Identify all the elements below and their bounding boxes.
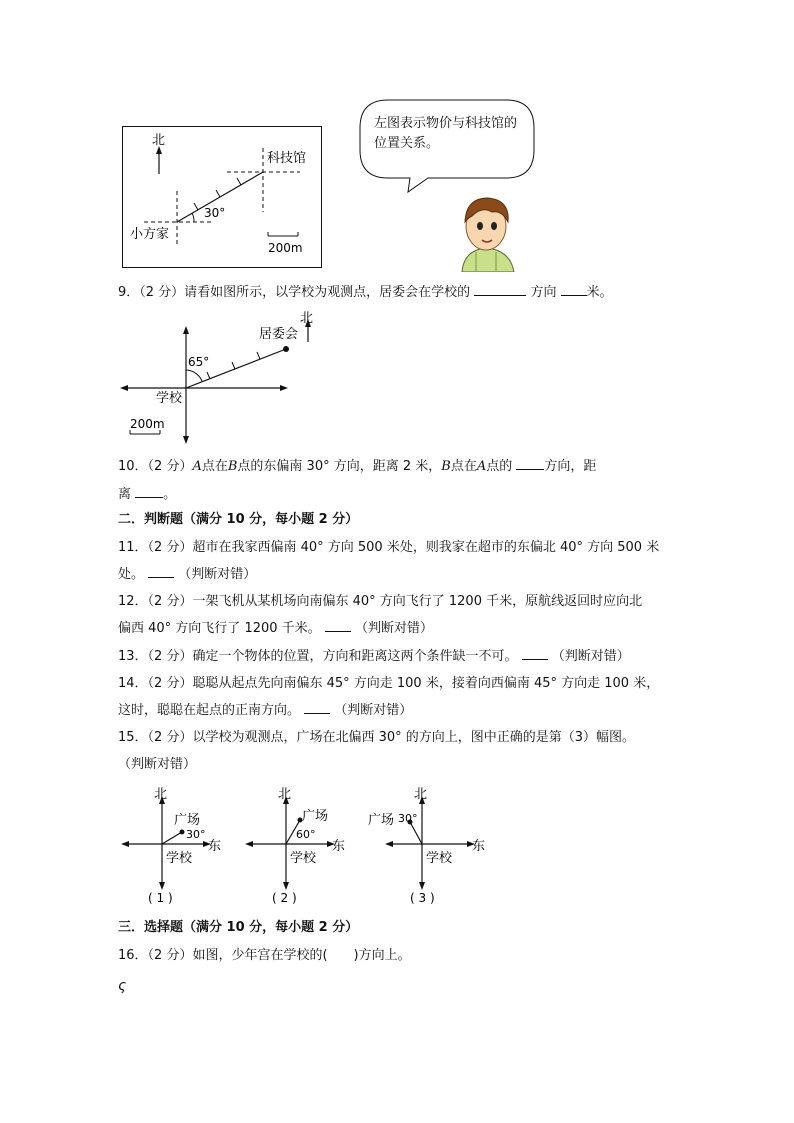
question-9 bbox=[118, 282, 613, 303]
q10-prefix: 10．（2 分） bbox=[118, 459, 193, 474]
east-arrow-head bbox=[280, 385, 288, 391]
question-10-line-2 bbox=[118, 484, 176, 505]
direction-line bbox=[162, 832, 182, 844]
q11-judge-hint: （判断对错） bbox=[178, 567, 257, 582]
q13-answer[interactable] bbox=[522, 646, 548, 660]
figure-number: ( 2 ) bbox=[272, 891, 297, 905]
east-label: 东 bbox=[332, 839, 346, 854]
question-14-line-1: 14．（2 分）聪聪从起点先向南偏东 45° 方向走 100 米，接着向西偏南 45° 方向走 100 米， bbox=[118, 676, 660, 691]
origin-label: 学校 bbox=[156, 391, 183, 406]
question-12-line-1: 12．（2 分）一架飞机从某机场向南偏东 40° 方向飞行了 1200 千米，原航线返回时应向北 bbox=[118, 594, 643, 609]
question-12-line-2 bbox=[118, 618, 433, 639]
question-15-line-1: 15．（2 分）以学校为观测点，广场在北偏西 30° 的方向上，图中正确的是第（3）幅图。 bbox=[118, 730, 636, 745]
scale-label: 200m bbox=[268, 241, 303, 255]
question-16: 16．（2 分）如图，少年宫在学校的( )方向上。 bbox=[118, 948, 411, 963]
east-label: 东 bbox=[208, 839, 222, 854]
q9-direction-figure bbox=[118, 308, 328, 446]
south-arrow-head bbox=[419, 882, 425, 890]
q14-answer[interactable] bbox=[304, 700, 330, 714]
tick bbox=[194, 203, 198, 210]
q10-answer-direction[interactable] bbox=[516, 456, 544, 470]
question-14-line-2 bbox=[118, 700, 412, 721]
q10-text: 点在 bbox=[201, 459, 228, 474]
question-10-line-1 bbox=[118, 456, 596, 477]
tick bbox=[207, 372, 210, 379]
north-label: 北 bbox=[300, 311, 314, 326]
place-label: 广场 bbox=[302, 809, 329, 824]
q15-figure-1 bbox=[120, 780, 230, 910]
direction-line bbox=[410, 822, 422, 844]
place-point bbox=[180, 830, 185, 835]
q13-judge-hint: （判断对错） bbox=[551, 649, 630, 664]
angle-label: 30° bbox=[186, 828, 206, 841]
angle-arc bbox=[186, 370, 202, 381]
tick bbox=[232, 362, 235, 369]
q14-judge-hint: （判断对错） bbox=[334, 703, 413, 718]
tick bbox=[257, 352, 260, 359]
q10-text: 点在 bbox=[450, 459, 477, 474]
q9-answer-distance[interactable] bbox=[561, 282, 587, 296]
q9-text-a: 9．（2 分）请看如图所示，以学校为观测点，居委会在学校的 bbox=[118, 285, 471, 300]
north-label: 北 bbox=[152, 133, 166, 148]
point-b: B bbox=[227, 459, 238, 474]
west-arrow-head bbox=[121, 841, 129, 847]
south-arrow-head bbox=[159, 882, 165, 890]
figure-number: ( 1 ) bbox=[148, 891, 173, 905]
origin-label: 学校 bbox=[166, 851, 193, 866]
q12-answer[interactable] bbox=[325, 618, 351, 632]
tick bbox=[216, 190, 220, 197]
q10-answer-distance[interactable] bbox=[135, 484, 163, 498]
q9-text-b: 方向 bbox=[530, 285, 557, 300]
target-label: 居委会 bbox=[259, 327, 299, 342]
q10-text: 点的东偏南 30° 方向，距离 2 米， bbox=[237, 459, 442, 474]
angle-label: 30° bbox=[204, 206, 226, 220]
q12-judge-hint: （判断对错） bbox=[354, 621, 433, 636]
speech-bubble-text: 左图表示物价与科技馆的位置关系。 bbox=[374, 116, 518, 151]
q15-figure-3 bbox=[366, 780, 496, 910]
figure-number: ( 3 ) bbox=[410, 891, 435, 905]
angle-label: 65° bbox=[188, 355, 210, 369]
north-label: 北 bbox=[154, 787, 168, 802]
q9-answer-direction[interactable] bbox=[474, 282, 526, 296]
question-13 bbox=[118, 646, 630, 667]
target-label: 科技馆 bbox=[267, 151, 307, 166]
q14-text: 这时，聪聪在起点的正南方向。 bbox=[118, 703, 301, 718]
question-11-line-1: 11．（2 分）超市在我家西偏南 40° 方向 500 米处，则我家在超市的东偏北 40° 方向 500 米 bbox=[118, 540, 660, 555]
q9-text-c: 米。 bbox=[586, 285, 613, 300]
q16-figure-stub: ς bbox=[118, 978, 127, 994]
q13-text: 13．（2 分）确定一个物体的位置，方向和距离这两个条件缺一不可。 bbox=[118, 649, 518, 664]
north-arrow-head bbox=[183, 326, 189, 334]
q10-text: 点的 bbox=[486, 459, 513, 474]
west-arrow-head bbox=[385, 841, 393, 847]
west-arrow-head bbox=[245, 841, 253, 847]
point-b: B bbox=[441, 459, 451, 474]
origin-label: 学校 bbox=[426, 851, 453, 866]
angle-label: 60° bbox=[296, 828, 316, 841]
q11-answer[interactable] bbox=[148, 564, 174, 578]
q10-text: 方向，距 bbox=[544, 459, 597, 474]
north-label: 北 bbox=[414, 787, 428, 802]
place-label: 广场 bbox=[174, 813, 201, 828]
point-a: A bbox=[476, 459, 487, 474]
q10-text: 离 bbox=[118, 487, 132, 502]
south-arrow-head bbox=[183, 436, 189, 444]
section-3-heading: 三．选择题（满分 10 分，每小题 2 分） bbox=[118, 920, 359, 935]
west-arrow-head bbox=[120, 385, 128, 391]
top-direction-figure bbox=[122, 126, 322, 268]
target-point bbox=[283, 346, 289, 352]
point-a: A bbox=[192, 459, 202, 474]
q15-figure-2 bbox=[244, 780, 354, 910]
origin-label: 学校 bbox=[290, 851, 317, 866]
angle-label: 30° bbox=[398, 812, 418, 825]
scale-label: 200m bbox=[130, 417, 165, 431]
south-arrow-head bbox=[283, 882, 289, 890]
tick bbox=[237, 178, 241, 185]
q10-text: 。 bbox=[163, 487, 177, 502]
section-2-heading: 二．判断题（满分 10 分，每小题 2 分） bbox=[118, 512, 359, 527]
q11-text: 处。 bbox=[118, 567, 145, 582]
place-label: 广场 bbox=[368, 813, 395, 828]
cartoon-boy-illustration bbox=[456, 192, 518, 272]
question-15-line-2: （判断对错） bbox=[118, 757, 197, 772]
origin-label: 小方家 bbox=[130, 227, 170, 242]
north-label: 北 bbox=[278, 787, 292, 802]
q12-text: 偏西 40° 方向飞行了 1200 千米。 bbox=[118, 621, 321, 636]
question-11-line-2 bbox=[118, 564, 256, 585]
angle-arc bbox=[192, 213, 194, 222]
east-label: 东 bbox=[472, 839, 486, 854]
